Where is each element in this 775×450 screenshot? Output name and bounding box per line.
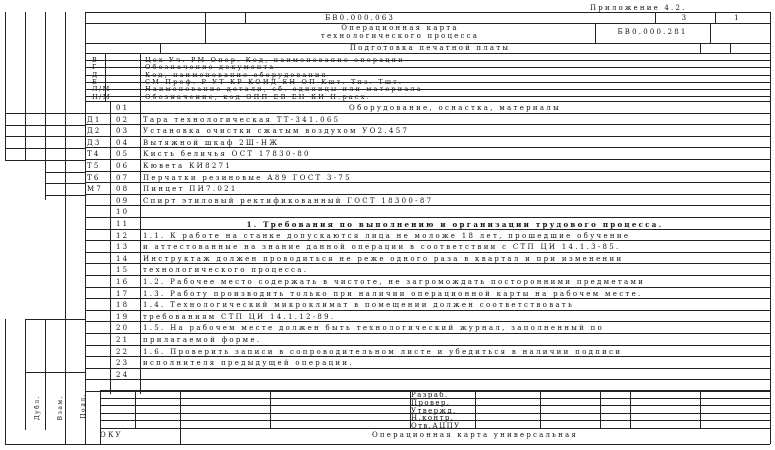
grid-line-h (85, 53, 770, 54)
grid-line-v (135, 390, 136, 428)
grid-line-h (85, 345, 770, 346)
grid-line-h (100, 398, 770, 399)
signature-otv: Отв.АЦПУ (411, 422, 461, 430)
grid-line-v (140, 53, 141, 101)
row-text: 1.3. Работу производить только при наличии операционной карты на рабочем месте. (143, 290, 643, 298)
row-text: исполнителя предыдущей операции. (143, 359, 354, 367)
row-prefix: Д2 (87, 127, 102, 135)
row-text: Вытяжной шкаф 2Ш-НЖ (143, 139, 280, 147)
row-number: 09 (116, 197, 130, 205)
grid-line-h (85, 159, 770, 160)
grid-line-v (65, 12, 66, 444)
row-prefix: Т6 (87, 174, 101, 182)
side-label-podl: Подл. (80, 393, 87, 419)
sheet-number: 3 (681, 14, 689, 22)
grid-line-h (5, 160, 85, 161)
grid-line-h (100, 405, 770, 406)
grid-line-v (245, 12, 246, 23)
grid-line-h (85, 298, 770, 299)
grid-line-h (85, 147, 770, 148)
grid-line-h (5, 444, 770, 445)
doc-code: БВ0.000.063 (324, 14, 396, 22)
grid-line-v (205, 12, 206, 43)
grid-line-h (85, 89, 770, 90)
row-prefix: Т5 (87, 162, 101, 170)
grid-line-h (85, 171, 770, 172)
grid-line-h (85, 43, 770, 44)
grid-line-v (730, 43, 731, 53)
row-text: Тара технологическая ТТ-341.065 (143, 116, 341, 124)
row-text: прилагаемой форме. (143, 336, 262, 344)
row-number: 02 (116, 116, 130, 124)
row-prefix: Д3 (87, 139, 102, 147)
grid-line-v (655, 12, 656, 23)
grid-line-v (100, 390, 101, 444)
grid-line-h (5, 148, 85, 149)
grid-line-h (85, 356, 770, 357)
row-number: 08 (116, 185, 130, 193)
grid-line-h (85, 229, 770, 230)
grid-line-h (85, 310, 770, 311)
grid-line-h (85, 379, 770, 380)
side-label-vzam: Взам. (57, 395, 64, 421)
row-prefix: Т4 (87, 150, 101, 158)
row-number: 10 (116, 208, 130, 216)
grid-line-h (85, 240, 770, 241)
row-text: технологического процесса. (143, 266, 309, 274)
row-text: требованиям СТП ЦИ 14.1.12-89. (143, 313, 336, 321)
grid-line-h (85, 205, 770, 206)
row-number: 24 (116, 371, 130, 379)
grid-line-h (85, 136, 770, 137)
grid-line-h (85, 321, 770, 322)
grid-line-h (85, 101, 770, 102)
grid-line-h (85, 263, 770, 264)
row-number: 16 (116, 278, 130, 286)
grid-line-v (475, 390, 476, 428)
grid-line-h (100, 428, 770, 429)
grid-line-h (100, 420, 770, 421)
appendix-label: Приложение 4.2. (590, 4, 687, 12)
grid-line-v (180, 390, 181, 444)
service-row-text: Код, наименование оборудования (145, 71, 328, 79)
row-number: 15 (116, 266, 130, 274)
service-row-text: Наименование детали, сб. единицы или материала (145, 85, 423, 93)
row-number: 18 (116, 301, 130, 309)
grid-line-v (140, 101, 141, 394)
operation-code: БВ0.000.281 (617, 28, 688, 36)
grid-line-v (710, 23, 711, 43)
row-text: 1.6. Проверить записи в сопроводительном листе и убедиться в наличии подписи (143, 348, 623, 356)
row-number: 12 (116, 232, 130, 240)
grid-line-h (85, 368, 770, 369)
grid-line-h (85, 182, 770, 183)
grid-line-v (700, 43, 701, 53)
grid-line-v (595, 23, 596, 43)
grid-line-v (715, 12, 716, 23)
signature-nkontr: Н.контр. (411, 414, 455, 422)
grid-line-h (85, 287, 770, 288)
grid-line-h (5, 113, 85, 114)
row-number: 04 (116, 139, 130, 147)
grid-line-v (410, 390, 411, 428)
row-text: Кювета КИ8271 (143, 162, 233, 170)
service-row-code: Е (92, 78, 99, 86)
grid-line-h (85, 333, 770, 334)
service-row-text: Обозначение документа (145, 63, 276, 71)
row-text: 1. Требования по выполнению и организации трудового процесса. (246, 220, 664, 229)
grid-line-v (270, 390, 271, 428)
grid-line-v (630, 390, 631, 428)
service-row-text: Цех Уч. РМ Опер. Код, наименование операции (145, 56, 405, 64)
grid-line-v (25, 12, 26, 160)
card-title-line1: Операционная карта (341, 24, 459, 32)
row-number: 05 (116, 150, 130, 158)
grid-line-h (5, 125, 85, 126)
service-row-code: Н/М (92, 93, 112, 101)
sheets-total: 1 (734, 14, 741, 22)
grid-line-h (45, 195, 85, 196)
row-number: 01 (116, 104, 130, 112)
operation-name: Подготовка печатной платы (349, 44, 511, 52)
service-row-text: Обозначение, код ОПП ЕВ ЕН КИ Н.расх. (145, 93, 371, 101)
grid-line-h (85, 124, 770, 125)
row-number: 21 (116, 336, 130, 344)
row-number: 19 (116, 313, 130, 321)
grid-line-h (85, 12, 770, 13)
row-number: 20 (116, 324, 130, 332)
row-number: 06 (116, 162, 130, 170)
signature-prover: Провер. (411, 399, 451, 407)
grid-line-v (25, 319, 26, 430)
grid-line-h (85, 67, 770, 68)
card-title-line2: технологического процесса (320, 32, 480, 40)
grid-line-h (85, 82, 770, 83)
row-text: Инструктаж должен проводиться не реже одного раза в квартал и при изменении (143, 255, 624, 263)
grid-line-h (25, 372, 85, 373)
grid-line-h (5, 136, 85, 137)
row-number: 23 (116, 359, 130, 367)
grid-line-v (5, 12, 6, 160)
side-label-dubl: Дубл. (34, 395, 41, 421)
grid-line-v (770, 12, 771, 444)
grid-line-h (85, 391, 770, 392)
service-row-code: Г (92, 63, 98, 71)
row-text: и аттестованные на знание данной операции в соответствии с СТП ЦИ 14.1.3-85. (143, 243, 621, 251)
row-number: 22 (116, 348, 130, 356)
row-text: 1.5. На рабочем месте должен быть технологический журнал, заполненный по (143, 324, 605, 332)
row-prefix: М7 (87, 185, 104, 193)
row-text: Пинцет ПИ7.021 (143, 185, 238, 193)
grid-line-h (85, 275, 770, 276)
grid-line-h (100, 390, 770, 391)
grid-line-h (85, 217, 770, 218)
grid-line-h (45, 172, 85, 173)
row-number: 03 (116, 127, 130, 135)
grid-line-v (540, 390, 541, 428)
grid-line-v (105, 53, 106, 101)
grid-line-h (45, 183, 85, 184)
row-text: Кисть беличья ОСТ 17830-80 (143, 150, 311, 158)
grid-line-h (85, 252, 770, 253)
service-row-code: Д (92, 71, 99, 79)
grid-line-h (100, 413, 770, 414)
row-prefix: Д1 (87, 116, 102, 124)
row-text: 1.1. К работе на станке допускаются лица не моложе 18 лет, прошедшие обучение (143, 232, 631, 240)
grid-line-v (5, 319, 6, 444)
row-text: 1.2. Рабочее место содержать в чистоте, не загромождать посторонними предметами (143, 278, 646, 286)
row-text: Оборудование, оснастка, материалы (349, 104, 561, 112)
service-row-code: В (92, 56, 99, 64)
signature-razrab: Разраб. (411, 391, 449, 399)
row-text: Перчатки резиновые А89 ГОСТ 3-75 (143, 174, 352, 182)
grid-line-h (85, 23, 770, 24)
grid-line-h (85, 75, 770, 76)
footer-code: ОКУ (100, 431, 123, 439)
row-text: 1.4. Технологический микроклимат в помещении должен соответствовать (143, 301, 575, 309)
row-number: 17 (116, 290, 130, 298)
service-row-code: Л/М (92, 85, 111, 93)
grid-line-v (45, 319, 46, 430)
signature-utverzhd: Утвержд. (411, 407, 457, 415)
row-number: 14 (116, 255, 130, 263)
footer-title: Операционная карта универсальная (371, 431, 579, 439)
row-text: Спирт этиловый ректификованный ГОСТ 18300-87 (143, 197, 434, 205)
grid-line-h (25, 319, 85, 320)
grid-line-v (110, 101, 111, 394)
grid-line-h (85, 113, 770, 114)
service-row-text: СМ Проф. Р УТ КР КОИД ЕН ОП Кшт. Тпз. Тшт. (145, 78, 404, 86)
grid-line-h (85, 194, 770, 195)
grid-line-h (85, 96, 770, 97)
grid-line-v (600, 390, 601, 428)
row-number: 13 (116, 243, 130, 251)
row-text: Установка очистки сжатым воздухом УО2.457 (143, 127, 410, 135)
row-number: 11 (116, 220, 130, 228)
row-number: 07 (116, 174, 130, 182)
grid-line-h (85, 60, 770, 61)
grid-line-v (700, 390, 701, 428)
grid-line-v (160, 43, 161, 53)
